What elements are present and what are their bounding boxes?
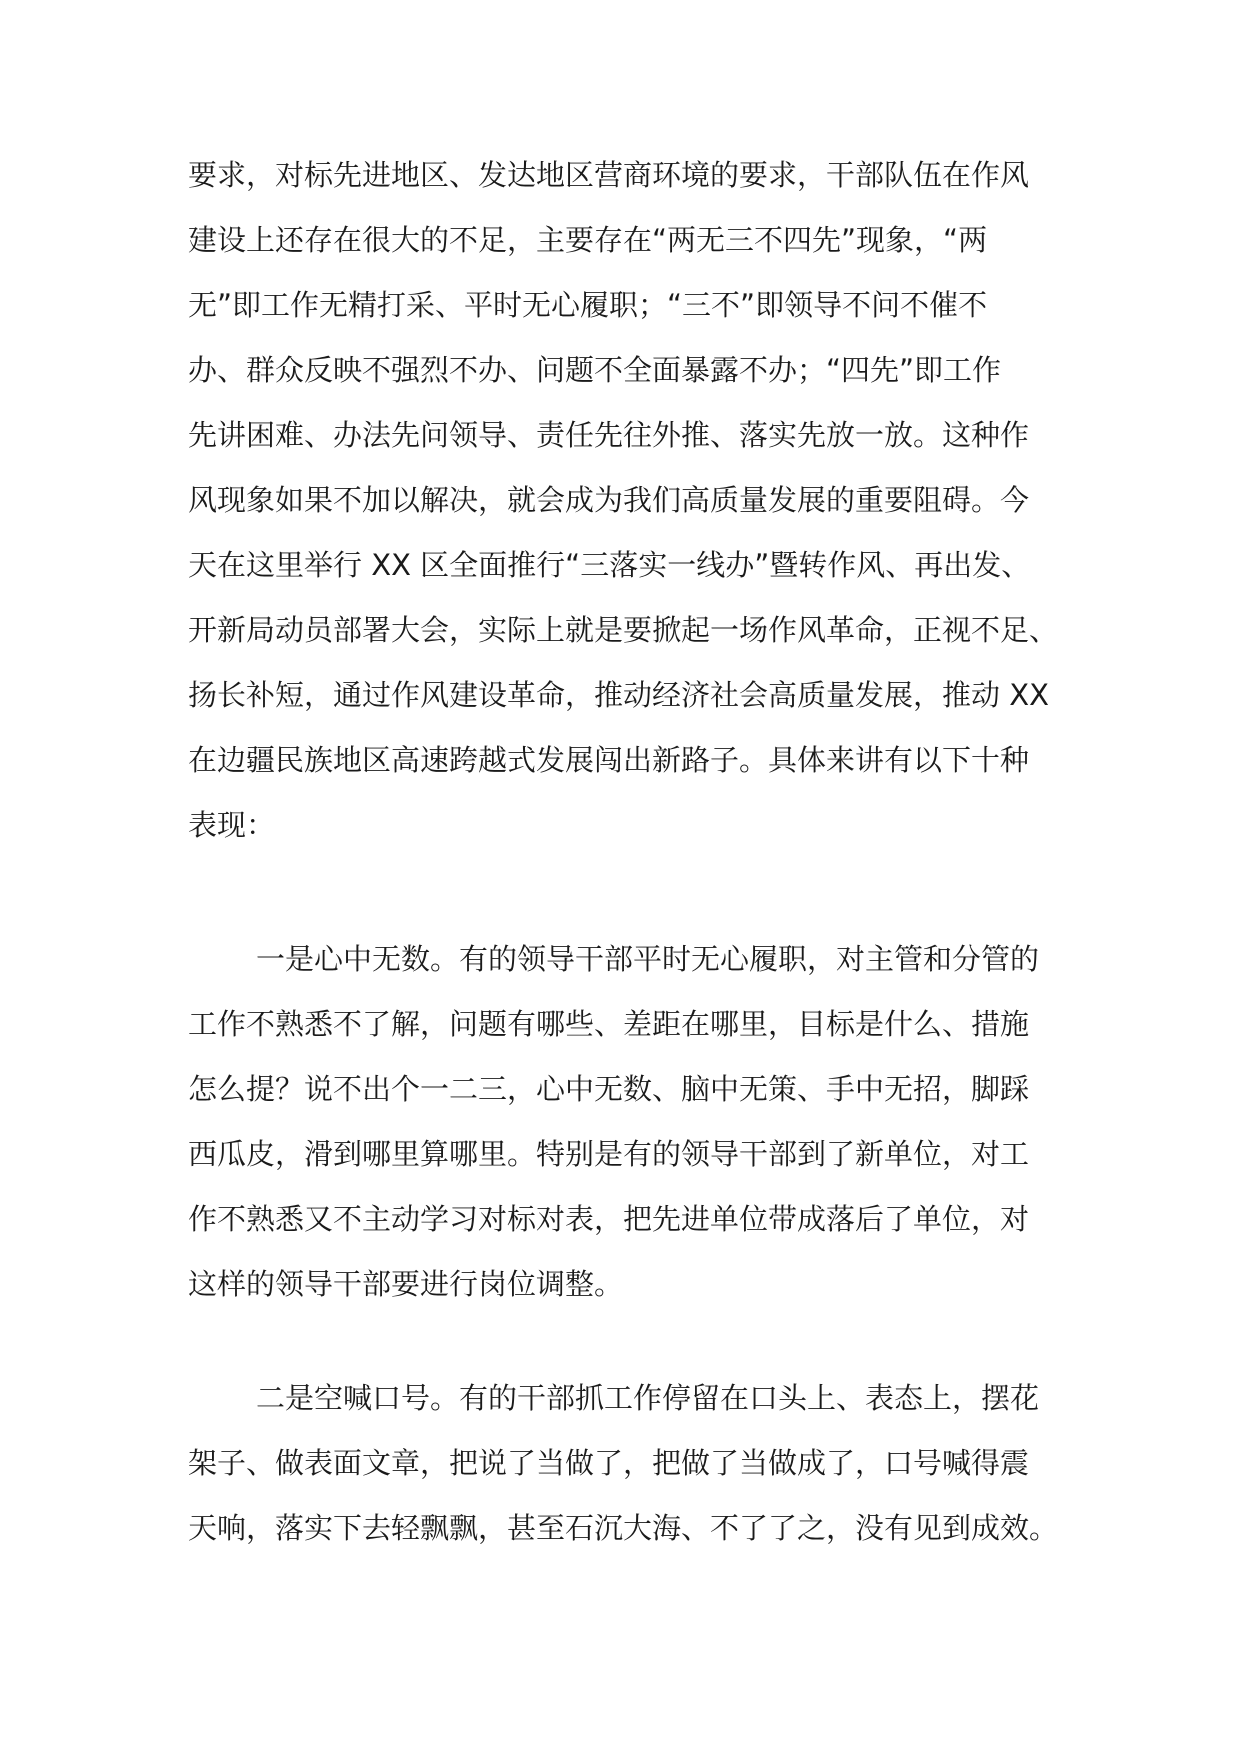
text-line: 风现象如果不加以解决，就会成为我们高质量发展的重要阻碍。今 bbox=[188, 483, 1030, 517]
text-line: 作不熟悉又不主动学习对标对表，把先进单位带成落后了单位，对 bbox=[188, 1202, 1030, 1236]
text-line: 扬长补短，通过作风建设革命，推动经济社会高质量发展，推动 XX bbox=[188, 678, 1049, 712]
text-line: 工作不熟悉不了解，问题有哪些、差距在哪里，目标是什么、措施 bbox=[188, 1007, 1030, 1041]
text-line: 二是空喊口号。有的干部抓工作停留在口头上、表态上，摆花 bbox=[256, 1381, 1040, 1415]
text-line: 怎么提？说不出个一二三，心中无数、脑中无策、手中无招，脚踩 bbox=[188, 1072, 1030, 1106]
text-line: 办、群众反映不强烈不办、问题不全面暴露不办；“四先”即工作 bbox=[188, 353, 1002, 387]
text-line: 要求，对标先进地区、发达地区营商环境的要求，干部队伍在作风 bbox=[188, 158, 1030, 192]
text-line: 在边疆民族地区高速跨越式发展闯出新路子。具体来讲有以下十种 bbox=[188, 743, 1030, 777]
text-line: 一是心中无数。有的领导干部平时无心履职，对主管和分管的 bbox=[256, 942, 1040, 976]
text-line: 天在这里举行 XX 区全面推行“三落实一线办”暨转作风、再出发、 bbox=[188, 548, 1031, 582]
text-line: 这样的领导干部要进行岗位调整。 bbox=[188, 1267, 624, 1301]
paragraph-one bbox=[188, 927, 1039, 1317]
text-line: 开新局动员部署大会，实际上就是要掀起一场作风革命，正视不足、 bbox=[188, 613, 1059, 647]
paragraph-two bbox=[188, 1366, 1058, 1561]
text-line: 先讲困难、办法先问领导、责任先往外推、落实先放一放。这种作 bbox=[188, 418, 1030, 452]
text-line: 天响，落实下去轻飘飘，甚至石沉大海、不了了之，没有见到成效。 bbox=[188, 1511, 1059, 1545]
text-line: 西瓜皮，滑到哪里算哪里。特别是有的领导干部到了新单位，对工 bbox=[188, 1137, 1030, 1171]
text-line: 建设上还存在很大的不足，主要存在“两无三不四先”现象，“两 bbox=[188, 223, 988, 257]
text-line: 表现： bbox=[188, 808, 276, 842]
text-line: 无”即工作无精打采、平时无心履职；“三不”即领导不问不催不 bbox=[188, 288, 988, 322]
paragraph-intro bbox=[188, 143, 1058, 858]
text-line: 架子、做表面文章，把说了当做了，把做了当做成了，口号喊得震 bbox=[188, 1446, 1030, 1480]
